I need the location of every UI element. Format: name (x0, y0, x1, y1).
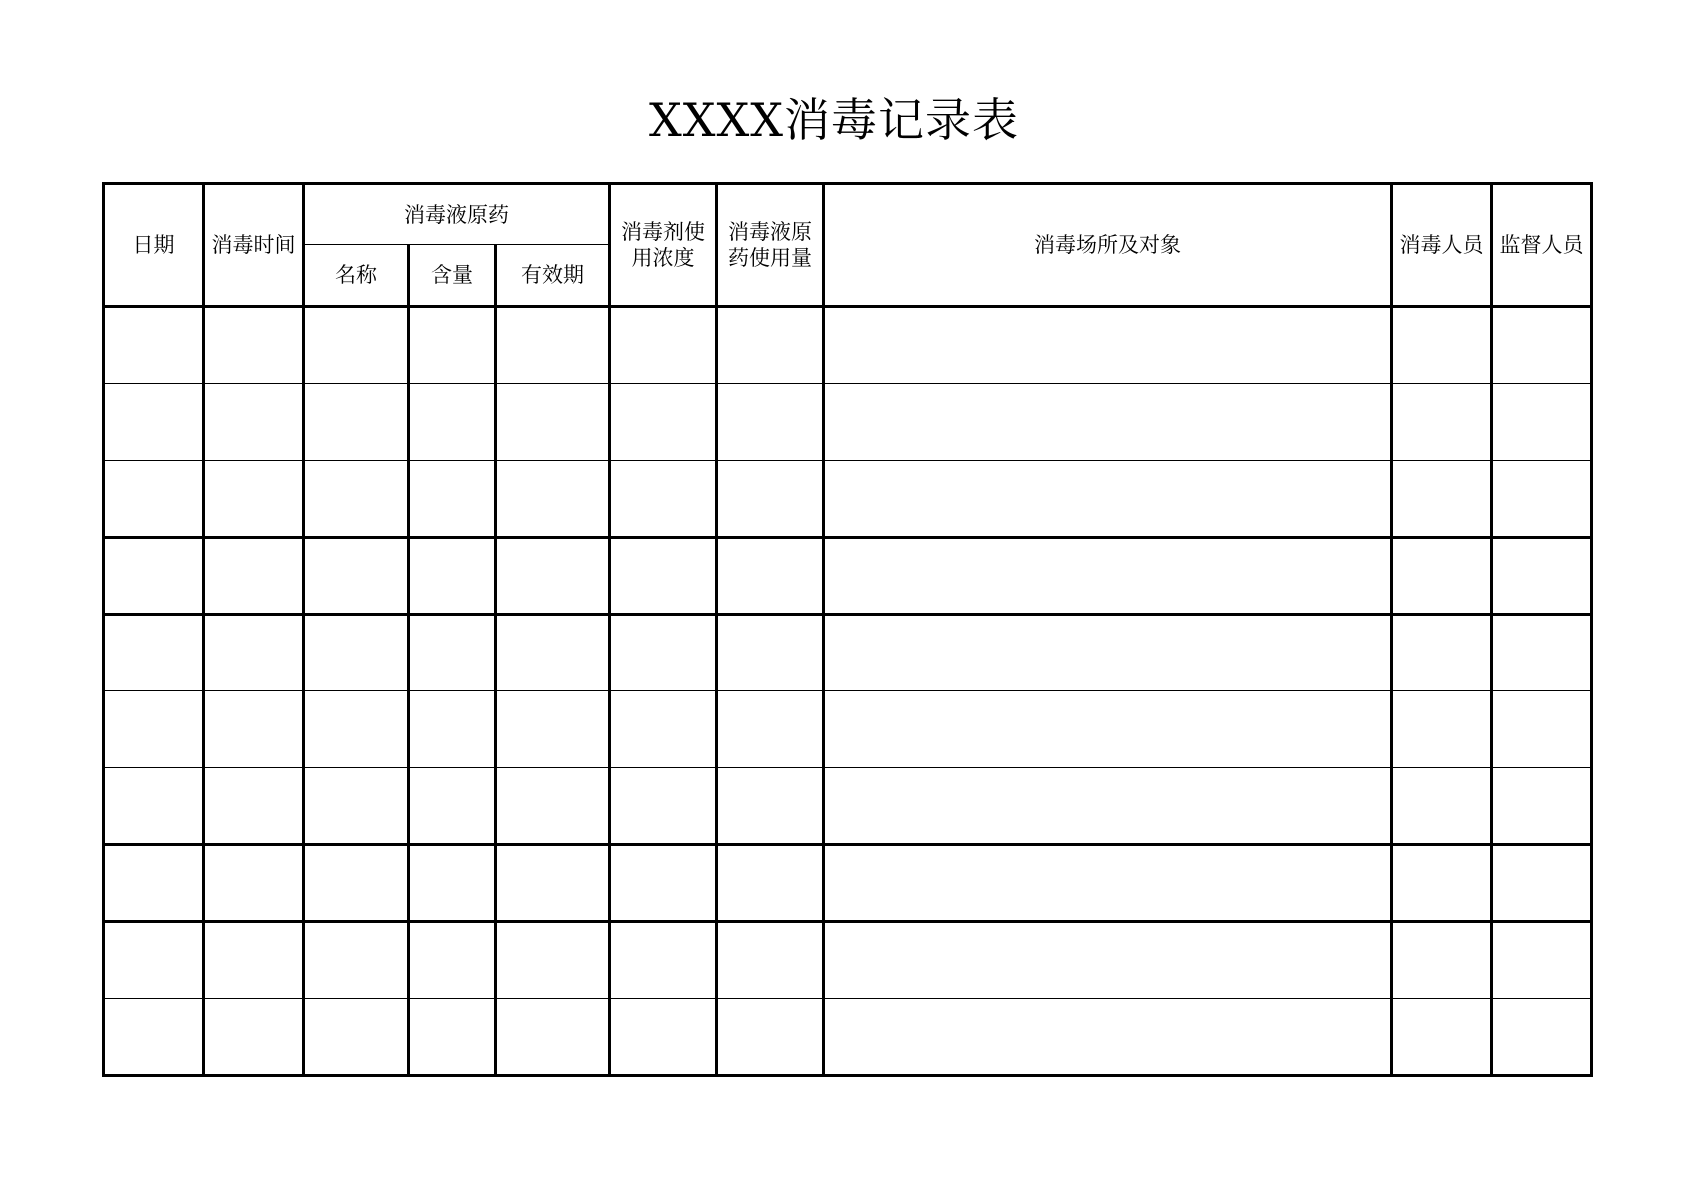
table-cell[interactable] (304, 307, 409, 384)
table-cell[interactable] (409, 691, 496, 768)
header-concentration (610, 184, 717, 307)
table-row (104, 383, 1592, 460)
table-cell[interactable] (104, 768, 204, 845)
table-cell[interactable] (610, 614, 717, 691)
table-body (104, 307, 1592, 1076)
table-cell[interactable] (204, 460, 304, 537)
table-cell[interactable] (1492, 999, 1592, 1076)
table-cell[interactable] (717, 614, 824, 691)
header-stock-usage-line1: 消毒液原 (728, 220, 812, 244)
table-cell[interactable] (204, 307, 304, 384)
table-cell[interactable] (1392, 691, 1492, 768)
table-cell[interactable] (824, 460, 1392, 537)
table-cell[interactable] (304, 691, 409, 768)
table-cell[interactable] (304, 845, 409, 922)
table-cell[interactable] (717, 383, 824, 460)
table-cell[interactable] (610, 999, 717, 1076)
header-stock-name: 名称 (304, 245, 409, 307)
header-disinfection-time: 消毒时间 (204, 184, 304, 307)
table-row (104, 922, 1592, 999)
table-cell[interactable] (496, 614, 610, 691)
table-cell[interactable] (1492, 691, 1592, 768)
table-cell[interactable] (824, 768, 1392, 845)
table-cell[interactable] (1392, 922, 1492, 999)
table-cell[interactable] (304, 922, 409, 999)
table-cell[interactable] (824, 537, 1392, 614)
table-cell[interactable] (1392, 460, 1492, 537)
table-cell[interactable] (304, 999, 409, 1076)
table-header (104, 184, 1592, 307)
table-cell[interactable] (824, 691, 1392, 768)
header-date: 日期 (104, 184, 204, 307)
table-cell[interactable] (409, 845, 496, 922)
table-cell[interactable] (824, 999, 1392, 1076)
table-cell[interactable] (824, 307, 1392, 384)
table-cell[interactable] (610, 537, 717, 614)
table-cell[interactable] (496, 307, 610, 384)
table-cell[interactable] (204, 922, 304, 999)
table-cell[interactable] (610, 768, 717, 845)
table-row (104, 845, 1592, 922)
table-cell[interactable] (104, 460, 204, 537)
table-cell[interactable] (409, 922, 496, 999)
table-cell[interactable] (204, 999, 304, 1076)
table-cell[interactable] (717, 922, 824, 999)
table-row (104, 537, 1592, 614)
table-row (104, 768, 1592, 845)
header-stock-solution: 消毒液原药 (304, 184, 610, 245)
table-cell[interactable] (1492, 307, 1592, 384)
table-cell[interactable] (824, 383, 1392, 460)
table-cell[interactable] (717, 768, 824, 845)
table-cell[interactable] (1392, 845, 1492, 922)
table-row (104, 999, 1592, 1076)
table-cell[interactable] (304, 460, 409, 537)
table-cell[interactable] (409, 537, 496, 614)
table-cell[interactable] (1492, 614, 1592, 691)
table-row (104, 614, 1592, 691)
table-cell[interactable] (104, 614, 204, 691)
table-cell[interactable] (824, 614, 1392, 691)
table-cell[interactable] (304, 768, 409, 845)
table-cell[interactable] (717, 999, 824, 1076)
table-cell[interactable] (104, 537, 204, 614)
table-cell[interactable] (304, 383, 409, 460)
table-cell[interactable] (204, 845, 304, 922)
table-cell[interactable] (610, 460, 717, 537)
table-cell[interactable] (304, 614, 409, 691)
header-concentration-line1: 消毒剂使 (621, 220, 705, 244)
table-cell[interactable] (104, 383, 204, 460)
table-cell[interactable] (717, 691, 824, 768)
table-cell[interactable] (204, 614, 304, 691)
table-row (104, 460, 1592, 537)
table-cell[interactable] (610, 922, 717, 999)
table-row (104, 307, 1592, 384)
table-cell[interactable] (1492, 460, 1592, 537)
header-stock-expiry: 有效期 (496, 245, 610, 307)
header-supervisor: 监督人员 (1492, 184, 1592, 307)
table-cell[interactable] (610, 845, 717, 922)
table-cell[interactable] (496, 537, 610, 614)
table-cell[interactable] (304, 537, 409, 614)
table-cell[interactable] (496, 383, 610, 460)
table-cell[interactable] (1492, 922, 1592, 999)
table-cell[interactable] (1492, 768, 1592, 845)
table-cell[interactable] (1392, 768, 1492, 845)
table-cell[interactable] (204, 768, 304, 845)
table-cell[interactable] (1392, 999, 1492, 1076)
table-cell[interactable] (1392, 537, 1492, 614)
table-cell[interactable] (409, 460, 496, 537)
table-cell[interactable] (610, 691, 717, 768)
table-cell[interactable] (717, 845, 824, 922)
table-cell[interactable] (409, 383, 496, 460)
table-cell[interactable] (204, 537, 304, 614)
table-cell[interactable] (496, 768, 610, 845)
table-cell[interactable] (104, 845, 204, 922)
table-cell[interactable] (717, 537, 824, 614)
table-cell[interactable] (717, 307, 824, 384)
table-cell[interactable] (610, 383, 717, 460)
table-cell[interactable] (104, 922, 204, 999)
table-cell[interactable] (104, 691, 204, 768)
table-cell[interactable] (409, 768, 496, 845)
header-place-and-object: 消毒场所及对象 (824, 184, 1392, 307)
table-cell[interactable] (496, 845, 610, 922)
header-disinfection-staff: 消毒人员 (1392, 184, 1492, 307)
table-cell[interactable] (1492, 537, 1592, 614)
table-cell[interactable] (104, 999, 204, 1076)
disinfection-record-table (102, 182, 1593, 1077)
header-stock-usage (717, 184, 824, 307)
table-cell[interactable] (1492, 845, 1592, 922)
table-cell[interactable] (717, 460, 824, 537)
table-cell[interactable] (1492, 383, 1592, 460)
table-cell[interactable] (496, 999, 610, 1076)
table-cell[interactable] (409, 999, 496, 1076)
page-title: XXXX消毒记录表 (649, 93, 1019, 147)
table-cell[interactable] (204, 691, 304, 768)
table-row (104, 691, 1592, 768)
table-cell[interactable] (409, 307, 496, 384)
table-cell[interactable] (496, 922, 610, 999)
table-cell[interactable] (204, 383, 304, 460)
header-stock-usage-line2: 药使用量 (728, 246, 812, 270)
table-cell[interactable] (1392, 614, 1492, 691)
table-cell[interactable] (496, 460, 610, 537)
table-cell[interactable] (1392, 383, 1492, 460)
header-stock-content: 含量 (409, 245, 496, 307)
table-cell[interactable] (824, 845, 1392, 922)
table-cell[interactable] (496, 691, 610, 768)
table-cell[interactable] (824, 922, 1392, 999)
table-cell[interactable] (409, 614, 496, 691)
table-cell[interactable] (610, 307, 717, 384)
header-concentration-line2: 用浓度 (631, 246, 695, 270)
table-cell[interactable] (104, 307, 204, 384)
table-cell[interactable] (1392, 307, 1492, 384)
